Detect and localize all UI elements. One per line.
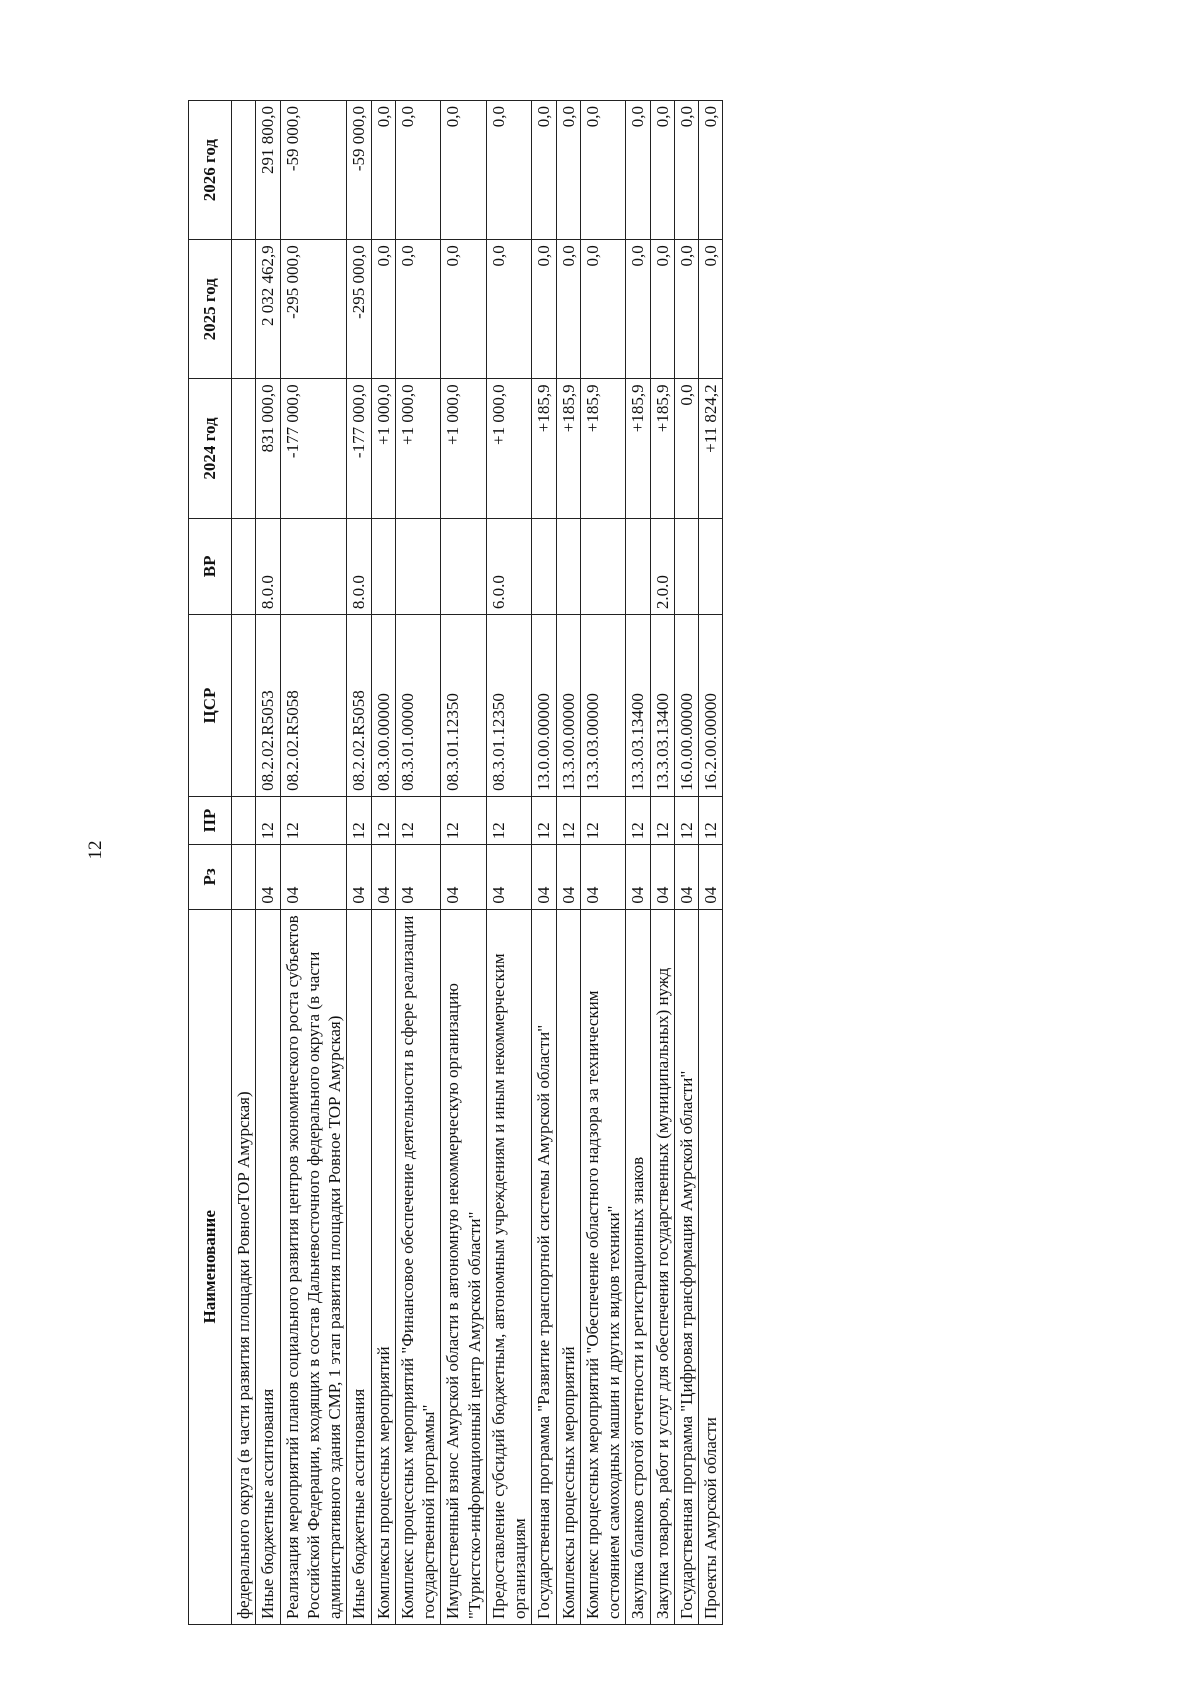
- cell-2025: 0,0: [626, 240, 650, 379]
- cell-vr: [674, 518, 698, 615]
- cell-vr: [232, 518, 256, 615]
- cell-name: Комплекс процессных мероприятий "Финансовое обеспечение деятельности в сфере реализации государственной программы": [395, 909, 441, 1624]
- cell-2026: 0,0: [674, 101, 698, 240]
- cell-vr: [626, 518, 650, 615]
- cell-2026: 0,0: [699, 101, 723, 240]
- cell-pr: 12: [626, 796, 650, 844]
- cell-name: Комплексы процессных мероприятий: [556, 909, 580, 1624]
- table-header: [189, 101, 232, 1625]
- cell-vr: [699, 518, 723, 615]
- cell-pr: 12: [486, 796, 532, 844]
- cell-2026: -59 000,0: [347, 101, 371, 240]
- cell-2025: 0,0: [532, 240, 556, 379]
- cell-name: Предоставление субсидий бюджетным, автономным учреждениям и иным некоммерческим организациям: [486, 909, 532, 1624]
- cell-2025: [232, 240, 256, 379]
- cell-2024: 831 000,0: [256, 379, 280, 518]
- cell-name: Проекты Амурской области: [699, 909, 723, 1624]
- table-row: [232, 101, 256, 1625]
- table-row: [486, 101, 532, 1625]
- cell-name: Реализация мероприятий планов социального развития центров экономического роста субъектов Российской Федерации, входящих в состав Дальневосточного федерального округа (в части административного здания СМР, 1 этап развития площадки Ровное ТОР Амурская): [280, 909, 347, 1624]
- table-row: [395, 101, 441, 1625]
- table-row: [556, 101, 580, 1625]
- header-vr: ВР: [189, 518, 232, 615]
- cell-2024: +185,9: [626, 379, 650, 518]
- cell-2026: 0,0: [650, 101, 674, 240]
- table-row: [626, 101, 650, 1625]
- cell-rz: 04: [486, 845, 532, 909]
- cell-name: Закупка бланков строгой отчетности и регистрационных знаков: [626, 909, 650, 1624]
- table-row: [280, 101, 347, 1625]
- cell-rz: 04: [395, 845, 441, 909]
- cell-pr: 12: [441, 796, 487, 844]
- cell-2026: 0,0: [626, 101, 650, 240]
- page-number: 12: [85, 840, 106, 860]
- cell-csr: 08.2.02.R5053: [256, 615, 280, 797]
- cell-name: Комплексы процессных мероприятий: [371, 909, 395, 1624]
- table-row: [650, 101, 674, 1625]
- cell-2024: 0,0: [674, 379, 698, 518]
- cell-csr: 13.3.00.00000: [556, 615, 580, 797]
- cell-rz: 04: [650, 845, 674, 909]
- cell-2024: +185,9: [556, 379, 580, 518]
- table-row: [441, 101, 487, 1625]
- cell-vr: [556, 518, 580, 615]
- cell-pr: 12: [256, 796, 280, 844]
- header-2024: 2024 год: [189, 379, 232, 518]
- cell-name: Имущественный взнос Амурской области в автономную некоммерческую организацию "Туристско-информационный центр Амурской области": [441, 909, 487, 1624]
- cell-name: Комплекс процессных мероприятий "Обеспечение областного надзора за техническим состоянием самоходных машин и других видов техники": [580, 909, 626, 1624]
- cell-csr: 13.3.03.13400: [626, 615, 650, 797]
- cell-2024: +1 000,0: [441, 379, 487, 518]
- cell-2026: 0,0: [395, 101, 441, 240]
- cell-vr: 8.0.0: [347, 518, 371, 615]
- table-row: [371, 101, 395, 1625]
- cell-csr: 13.3.03.13400: [650, 615, 674, 797]
- cell-2026: 0,0: [441, 101, 487, 240]
- cell-2025: 0,0: [486, 240, 532, 379]
- cell-name: Государственная программа "Цифровая трансформация Амурской области": [674, 909, 698, 1624]
- cell-2024: -177 000,0: [280, 379, 347, 518]
- cell-csr: 13.3.03.00000: [580, 615, 626, 797]
- cell-rz: 04: [532, 845, 556, 909]
- cell-2026: 0,0: [556, 101, 580, 240]
- header-row: [189, 101, 232, 1625]
- cell-name: федерального округа (в части развития площадки РовноеТОР Амурская): [232, 909, 256, 1624]
- header-csr: ЦСР: [189, 615, 232, 797]
- header-2025: 2025 год: [189, 240, 232, 379]
- cell-pr: 12: [699, 796, 723, 844]
- cell-rz: [232, 845, 256, 909]
- cell-2024: [232, 379, 256, 518]
- cell-pr: 12: [532, 796, 556, 844]
- cell-2024: +185,9: [650, 379, 674, 518]
- table-row: [699, 101, 723, 1625]
- cell-2025: -295 000,0: [347, 240, 371, 379]
- cell-name: Иные бюджетные ассигнования: [347, 909, 371, 1624]
- table-row: [580, 101, 626, 1625]
- cell-csr: 08.3.01.00000: [395, 615, 441, 797]
- cell-vr: [532, 518, 556, 615]
- cell-vr: [580, 518, 626, 615]
- cell-2025: 0,0: [650, 240, 674, 379]
- cell-rz: 04: [626, 845, 650, 909]
- cell-2026: 0,0: [371, 101, 395, 240]
- cell-pr: 12: [650, 796, 674, 844]
- cell-2026: -59 000,0: [280, 101, 347, 240]
- cell-vr: 2.0.0: [650, 518, 674, 615]
- cell-2025: 0,0: [395, 240, 441, 379]
- cell-name: Иные бюджетные ассигнования: [256, 909, 280, 1624]
- cell-2024: +1 000,0: [395, 379, 441, 518]
- cell-2025: 0,0: [674, 240, 698, 379]
- cell-vr: [395, 518, 441, 615]
- cell-rz: 04: [371, 845, 395, 909]
- header-2026: 2026 год: [189, 101, 232, 240]
- cell-2026: 0,0: [486, 101, 532, 240]
- cell-2025: 0,0: [441, 240, 487, 379]
- cell-csr: 08.2.02.R5058: [347, 615, 371, 797]
- cell-2024: +1 000,0: [371, 379, 395, 518]
- cell-rz: 04: [580, 845, 626, 909]
- cell-2025: 0,0: [371, 240, 395, 379]
- cell-2025: -295 000,0: [280, 240, 347, 379]
- table-row: [532, 101, 556, 1625]
- cell-pr: [232, 796, 256, 844]
- table-row: [347, 101, 371, 1625]
- cell-2026: 0,0: [580, 101, 626, 240]
- cell-rz: 04: [556, 845, 580, 909]
- cell-2025: 0,0: [580, 240, 626, 379]
- cell-2024: +1 000,0: [486, 379, 532, 518]
- cell-csr: [232, 615, 256, 797]
- cell-2024: +11 824,2: [699, 379, 723, 518]
- cell-rz: 04: [256, 845, 280, 909]
- cell-2026: 291 800,0: [256, 101, 280, 240]
- cell-pr: 12: [580, 796, 626, 844]
- cell-rz: 04: [674, 845, 698, 909]
- cell-2025: 2 032 462,9: [256, 240, 280, 379]
- cell-2026: [232, 101, 256, 240]
- cell-vr: [441, 518, 487, 615]
- cell-name: Государственная программа "Развитие транспортной системы Амурской области": [532, 909, 556, 1624]
- cell-pr: 12: [395, 796, 441, 844]
- cell-csr: 08.3.01.12350: [486, 615, 532, 797]
- cell-rz: 04: [441, 845, 487, 909]
- header-pr: ПР: [189, 796, 232, 844]
- cell-pr: 12: [371, 796, 395, 844]
- table-body: [232, 101, 723, 1625]
- cell-rz: 04: [280, 845, 347, 909]
- cell-csr: 08.2.02.R5058: [280, 615, 347, 797]
- cell-2024: -177 000,0: [347, 379, 371, 518]
- cell-pr: 12: [280, 796, 347, 844]
- cell-pr: 12: [674, 796, 698, 844]
- cell-vr: 8.0.0: [256, 518, 280, 615]
- table-row: [674, 101, 698, 1625]
- cell-2024: +185,9: [580, 379, 626, 518]
- cell-2026: 0,0: [532, 101, 556, 240]
- cell-2025: 0,0: [556, 240, 580, 379]
- header-rz: Рз: [189, 845, 232, 909]
- cell-csr: 13.0.00.00000: [532, 615, 556, 797]
- header-name: Наименование: [189, 909, 232, 1624]
- budget-table: [188, 100, 723, 1625]
- table-row: [256, 101, 280, 1625]
- cell-rz: 04: [699, 845, 723, 909]
- cell-pr: 12: [347, 796, 371, 844]
- cell-pr: 12: [556, 796, 580, 844]
- cell-2025: 0,0: [699, 240, 723, 379]
- cell-name: Закупка товаров, работ и услуг для обеспечения государственных (муниципальных) нужд: [650, 909, 674, 1624]
- cell-2024: +185,9: [532, 379, 556, 518]
- cell-csr: 08.3.01.12350: [441, 615, 487, 797]
- cell-vr: [371, 518, 395, 615]
- cell-vr: [280, 518, 347, 615]
- cell-csr: 08.3.00.00000: [371, 615, 395, 797]
- cell-rz: 04: [347, 845, 371, 909]
- cell-csr: 16.0.00.00000: [674, 615, 698, 797]
- cell-csr: 16.2.00.00000: [699, 615, 723, 797]
- cell-vr: 6.0.0: [486, 518, 532, 615]
- rotated-table-container: [188, 100, 1048, 1625]
